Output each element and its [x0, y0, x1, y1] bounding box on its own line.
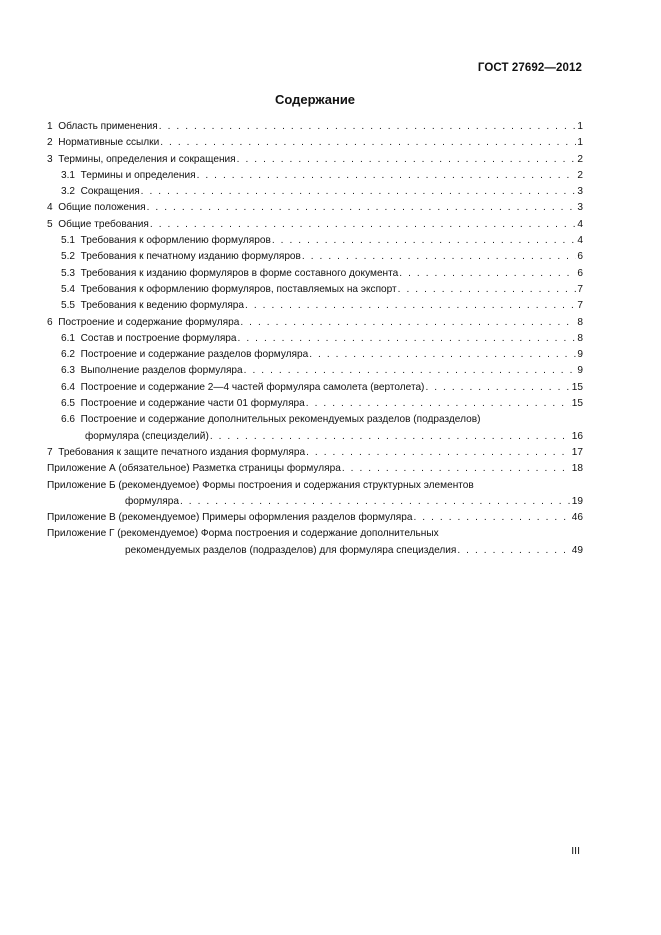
toc-entry-title: 6.6 Построение и содержание дополнительных рекомендуемых разделов (подразделов) [61, 414, 481, 426]
toc-entry[interactable] [47, 233, 583, 249]
toc-entry[interactable] [47, 168, 583, 184]
toc-entry-title: 5.4 Требования к оформлению формуляров, поставляемых на экспорт [61, 283, 397, 295]
toc-leader-dots [238, 331, 577, 347]
toc-entry[interactable] [47, 119, 583, 135]
toc-leader-dots [306, 396, 571, 412]
toc-entry[interactable] [47, 266, 583, 282]
toc-page-number: 3 [577, 202, 583, 214]
toc-entry-title: 4 Общие положения [47, 202, 146, 214]
toc-leader-dots [244, 363, 577, 379]
page-number: III [571, 845, 580, 857]
page-title: Содержание [274, 92, 356, 107]
toc-page-number: 6 [577, 251, 583, 263]
toc-page-number: 49 [571, 544, 583, 556]
toc-page-number: 1 [577, 137, 583, 149]
toc-entry-title: 1 Область применения [47, 121, 158, 132]
toc-leader-dots [245, 298, 576, 314]
toc-entry[interactable] [47, 249, 583, 265]
toc-leader-dots [457, 543, 570, 559]
toc-entry[interactable] [47, 200, 583, 216]
toc-leader-dots [180, 494, 571, 510]
toc-page-number: 1 [577, 121, 583, 132]
toc-entry[interactable] [47, 135, 583, 151]
toc-leader-dots [147, 200, 577, 216]
toc-leader-dots [342, 461, 571, 477]
toc-entry-title: 5.3 Требования к изданию формуляров в форме составного документа [61, 267, 399, 279]
toc-entry[interactable] [47, 152, 583, 168]
toc-page-number: 15 [571, 381, 583, 393]
toc-page-number: 9 [577, 365, 583, 377]
toc-entry[interactable] [47, 510, 583, 526]
toc-entry-title-cont: формуляра [125, 495, 179, 507]
document-code: ГОСТ 27692—2012 [477, 62, 582, 74]
toc-entry[interactable] [47, 347, 583, 363]
toc-leader-dots [272, 233, 577, 249]
toc-entry-title: 6.1 Состав и построение формуляра [61, 332, 237, 344]
toc-page-number: 4 [577, 235, 583, 247]
toc-leader-dots [150, 217, 576, 233]
toc-entry-title-cont: формуляра (специзделий) [85, 430, 209, 442]
toc-page-number: 7 [577, 300, 583, 312]
toc-entry-title: 7 Требования к защите печатного издания формуляра [47, 446, 306, 458]
toc-entry-title: 2 Нормативные ссылки [47, 137, 160, 149]
toc-page-number: 2 [577, 169, 583, 181]
toc-entry[interactable] [47, 298, 583, 314]
toc-leader-dots [413, 510, 570, 526]
toc-entry-title: 6 Построение и содержание формуляра [47, 316, 240, 328]
toc-leader-dots [197, 168, 577, 184]
toc-leader-dots [306, 445, 571, 461]
toc-entry-title: 6.3 Выполнение разделов формуляра [61, 365, 243, 377]
toc-entry-title: Приложение В (рекомендуемое) Примеры оформления разделов формуляра [47, 512, 413, 524]
toc-leader-dots [399, 266, 576, 282]
toc-page-number: 17 [571, 446, 583, 458]
toc-page-number: 19 [571, 495, 583, 507]
toc-entry[interactable] [47, 282, 583, 298]
toc-entry-title: Приложение А (обязательное) Разметка страницы формуляра [47, 463, 341, 475]
toc-entry-title: 3.2 Сокращения [61, 186, 140, 198]
toc-entry[interactable] [47, 217, 583, 233]
toc-page-number: 15 [571, 398, 583, 410]
toc-leader-dots [141, 184, 577, 200]
toc-page-number: 2 [577, 153, 583, 165]
toc-page-number: 3 [577, 186, 583, 198]
table-of-contents [47, 119, 583, 559]
toc-page-number: 7 [577, 283, 583, 295]
toc-entry[interactable] [47, 331, 583, 347]
toc-entry-title: 3.1 Термины и определения [61, 169, 196, 181]
toc-page-number: 6 [577, 267, 583, 279]
toc-page-number: 8 [577, 332, 583, 344]
toc-entry-title: 6.5 Построение и содержание части 01 формуляра [61, 398, 305, 410]
toc-leader-dots [425, 380, 570, 396]
toc-leader-dots [237, 152, 577, 168]
toc-entry[interactable] [47, 445, 583, 461]
toc-entry-title: Приложение Г (рекомендуемое) Форма построения и содержание дополнительных [47, 528, 439, 540]
toc-entry[interactable] [47, 461, 583, 477]
toc-leader-dots [160, 135, 576, 151]
toc-entry-title: 3 Термины, определения и сокращения [47, 153, 236, 165]
toc-entry[interactable] [47, 315, 583, 331]
toc-entry-title: 6.4 Построение и содержание 2—4 частей формуляра самолета (вертолета) [61, 381, 425, 393]
toc-entry-title-cont: рекомендуемых разделов (подразделов) для формуляра специзделия [125, 544, 457, 556]
toc-page-number: 46 [571, 512, 583, 524]
toc-entry-title: Приложение Б (рекомендуемое) Формы построения и содержания структурных элементов [47, 479, 474, 491]
toc-leader-dots [398, 282, 577, 298]
toc-page-number: 8 [577, 316, 583, 328]
toc-entry[interactable] [47, 380, 583, 396]
toc-entry[interactable] [47, 526, 583, 559]
toc-entry-title: 5 Общие требования [47, 218, 149, 230]
toc-entry-title: 5.1 Требования к оформлению формуляров [61, 235, 271, 247]
toc-leader-dots [309, 347, 576, 363]
toc-leader-dots [240, 315, 576, 331]
toc-page-number: 16 [571, 430, 583, 442]
toc-entry[interactable] [47, 478, 583, 511]
toc-entry[interactable] [47, 396, 583, 412]
toc-leader-dots [302, 249, 576, 265]
toc-entry-title: 6.2 Построение и содержание разделов формуляра [61, 349, 309, 361]
toc-entry[interactable] [47, 184, 583, 200]
toc-entry-title: 5.5 Требования к ведению формуляра [61, 300, 245, 312]
toc-leader-dots [210, 429, 571, 445]
toc-leader-dots [159, 119, 577, 135]
toc-entry-title: 5.2 Требования к печатному изданию формуляров [61, 251, 301, 263]
toc-page-number: 18 [571, 463, 583, 475]
toc-entry[interactable] [47, 412, 583, 445]
toc-page-number: 4 [577, 218, 583, 230]
toc-page-number: 9 [577, 349, 583, 361]
toc-entry[interactable] [47, 363, 583, 379]
